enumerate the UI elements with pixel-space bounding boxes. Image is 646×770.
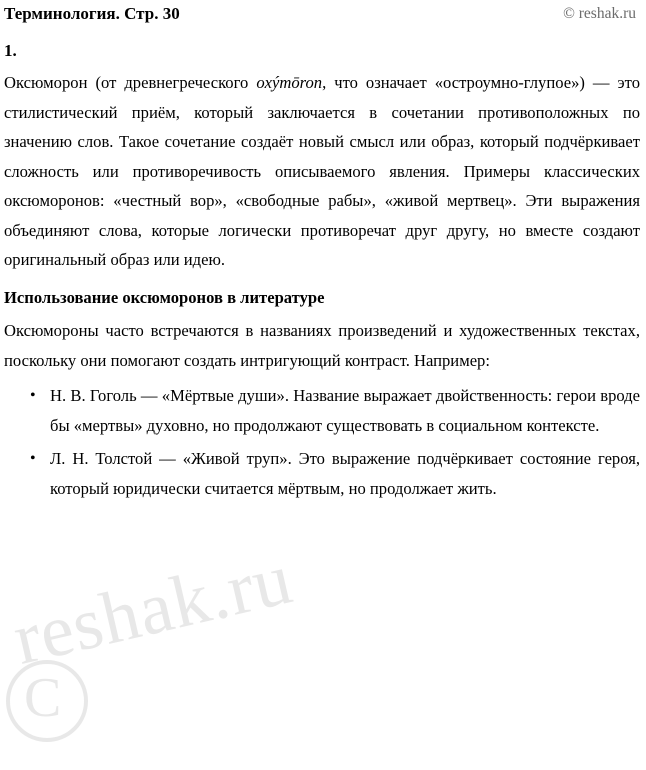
site-watermark-text: © reshak.ru bbox=[563, 5, 636, 22]
section-paragraph: Оксюмороны часто встречаются в названиях произведений и художественных текстах, поскольку они помогают создать интригующий контраст. Например: bbox=[4, 321, 640, 370]
watermark-copyright-letter: C bbox=[24, 667, 62, 729]
watermark-diagonal-text: reshak.ru bbox=[6, 537, 300, 681]
intro-paragraph bbox=[4, 68, 640, 275]
list-item: • Л. Н. Толстой — «Живой труп». Это выражение подчёркивает состояние героя, который юридически считается мёртвым, но продолжает жить. bbox=[38, 444, 640, 503]
watermark-copyright-icon bbox=[6, 660, 88, 742]
intro-text-before-term: Оксюморон (от древнегреческого bbox=[4, 73, 257, 92]
page-header bbox=[0, 0, 646, 30]
examples-list bbox=[4, 381, 640, 503]
task-number: 1. bbox=[4, 41, 17, 60]
page-title: Терминология. Стр. 30 bbox=[4, 4, 180, 23]
list-item: • Н. В. Гоголь — «Мёртвые души». Название выражает двойственность: герои вроде бы «мертвы» духовно, но продолжают существовать в социальном контексте. bbox=[38, 381, 640, 440]
greek-term: oxýmōron bbox=[256, 73, 323, 92]
document-content bbox=[0, 40, 646, 503]
intro-text-after-term: , что означает «остроумно-глупое») — это стилистический приём, который заключается в сочетании противоположных по значению слов. Такое сочетание создаёт новый смысл или образ, который подчёркивает сложность или противоречивость описываемого явления. Примеры классических оксюморонов: «честный вор», «свободные рабы», «живой мертвец». Эти выражения объединяют слова, которые логически противоречат друг другу, но вместе создают оригинальный образ или идею. bbox=[4, 73, 640, 269]
section-subheading: Использование оксюморонов в литературе bbox=[4, 287, 325, 307]
